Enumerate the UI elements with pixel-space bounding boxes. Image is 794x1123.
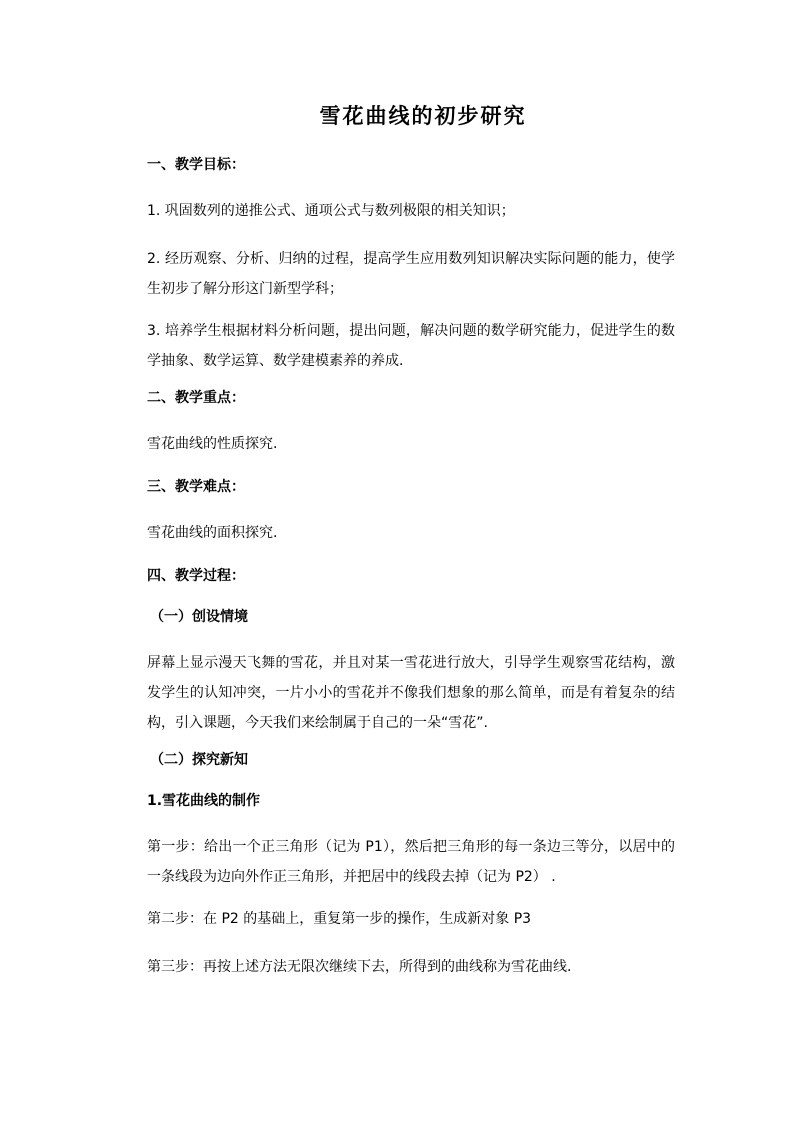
construction-step-1: 第一步：给出一个正三角形（记为 P1），然后把三角形的每一条边三等分，以居中的一条线段为边向外作正三角形，并把居中的线段去掉（记为 P2） . — [147, 839, 675, 885]
document-page — [147, 100, 675, 1000]
process-part1-text: 屏幕上显示漫天飞舞的雪花，并且对某一雪花进行放大，引导学生观察雪花结构，激发学生的认知冲突，一片小小的雪花并不像我们想象的那么简单，而是有着复杂的结构，引入课题，今天我们来绘制属于自己的一朵“雪花”. — [147, 655, 675, 731]
process-part2-heading: （二）探究新知 — [150, 752, 248, 768]
section-heading-difficulties: 三、教学难点： — [147, 479, 245, 495]
process-part1-heading: （一）创设情境 — [150, 609, 248, 625]
construction-step-3: 第三步：再按上述方法无限次继续下去，所得到的曲线称为雪花曲线. — [147, 959, 572, 975]
section-heading-process: 四、教学过程： — [147, 568, 245, 584]
section-heading-key-points: 二、教学重点： — [147, 390, 245, 406]
key-points-text: 雪花曲线的性质探究. — [147, 436, 278, 452]
construction-step-2: 第二步：在 P2 的基础上，重复第一步的操作，生成新对象 P3 — [147, 911, 532, 927]
document-title: 雪花曲线的初步研究 — [319, 103, 527, 128]
section-heading-goals: 一、教学目标： — [147, 157, 245, 173]
goal-item-3: 3. 培养学生根据材料分析问题，提出问题，解决问题的数学研究能力，促进学生的数学抽象、数学运算、数学建模素养的养成. — [147, 323, 675, 369]
sub-heading-snowflake-construction: 1.雪花曲线的制作 — [147, 793, 261, 809]
difficulties-text: 雪花曲线的面积探究. — [147, 525, 278, 541]
goal-item-2: 2. 经历观察、分析、归纳的过程，提高学生应用数列知识解决实际问题的能力，使学生初步了解分形这门新型学科； — [147, 251, 675, 297]
goal-item-1: 1. 巩固数列的递推公式、通项公式与数列极限的相关知识； — [147, 203, 515, 219]
